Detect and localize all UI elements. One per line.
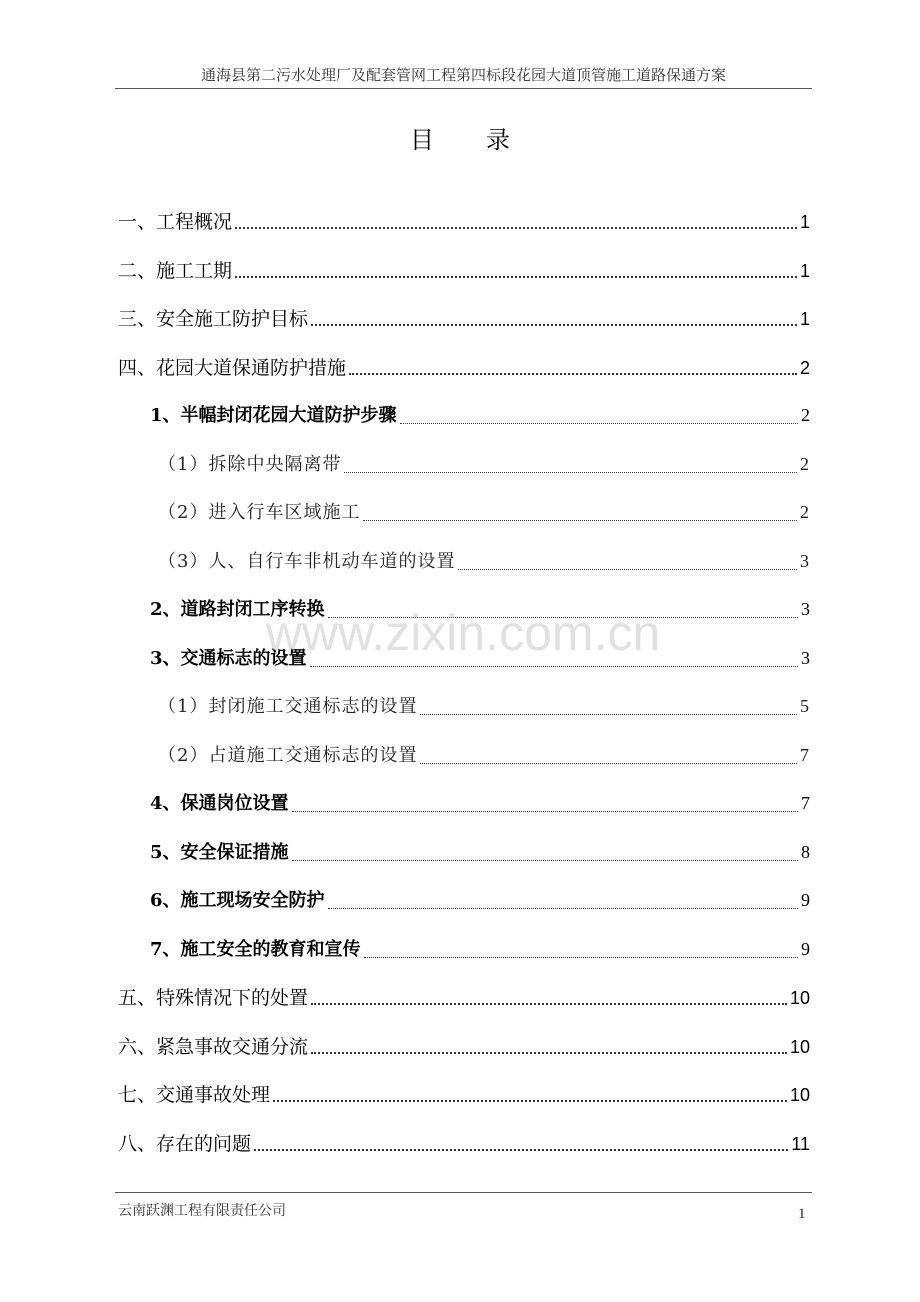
toc-entry[interactable] bbox=[158, 450, 810, 480]
toc-entry-page-number: 2 bbox=[800, 454, 810, 474]
toc-entry[interactable] bbox=[118, 256, 810, 286]
toc-entry[interactable] bbox=[118, 1129, 810, 1159]
dot-leader bbox=[310, 666, 798, 667]
dot-leader bbox=[420, 763, 797, 764]
toc-entry[interactable] bbox=[118, 304, 810, 334]
toc-entry-label: 5、安全保证措施 bbox=[150, 842, 289, 863]
toc-entry-page-number: 10 bbox=[789, 988, 810, 1008]
toc-entry-label: （2）进入行车区域施工 bbox=[158, 502, 361, 523]
toc-entry-label: 一、工程概况 bbox=[118, 211, 233, 233]
toc-entry-label: （1）封闭施工交通标志的设置 bbox=[158, 696, 418, 717]
toc-entry-label: 6、施工现场安全防护 bbox=[150, 890, 325, 911]
toc-entry-page-number: 1 bbox=[799, 309, 810, 329]
toc-entry-page-number: 8 bbox=[801, 842, 810, 862]
footer-company: 云南跃渊工程有限责任公司 bbox=[118, 1203, 286, 1219]
footer-page-number: 1 bbox=[798, 1206, 806, 1222]
toc-entry-page-number: 2 bbox=[799, 358, 810, 378]
dot-leader bbox=[328, 617, 798, 618]
toc-entry-page-number: 7 bbox=[801, 793, 810, 813]
dot-leader bbox=[292, 860, 798, 861]
toc-entry[interactable] bbox=[150, 595, 810, 625]
dot-leader bbox=[254, 1149, 788, 1151]
dot-leader bbox=[363, 520, 797, 521]
dot-leader bbox=[311, 1052, 787, 1054]
toc-entry[interactable] bbox=[118, 1080, 810, 1110]
toc-entry[interactable] bbox=[150, 644, 810, 674]
toc-entry[interactable] bbox=[158, 547, 810, 577]
toc-entry-page-number: 3 bbox=[801, 648, 810, 668]
toc-entry-label: 4、保通岗位设置 bbox=[150, 793, 289, 814]
watermark: www.zixin.com.cn bbox=[265, 605, 661, 661]
dot-leader bbox=[292, 811, 798, 812]
toc-entry[interactable] bbox=[158, 741, 810, 771]
dot-leader bbox=[364, 957, 798, 958]
toc-entry-label: 7、施工安全的教育和宣传 bbox=[150, 939, 361, 960]
toc-entry-page-number: 5 bbox=[800, 696, 810, 716]
toc-entry-label: 二、施工工期 bbox=[118, 260, 233, 282]
toc-entry[interactable] bbox=[118, 983, 810, 1013]
toc-entry-page-number: 7 bbox=[800, 745, 810, 765]
toc-entry-page-number: 10 bbox=[789, 1085, 810, 1105]
toc-entry-page-number: 11 bbox=[791, 1134, 810, 1154]
header-divider bbox=[115, 88, 812, 89]
toc-entry-label: 四、花园大道保通防护措施 bbox=[118, 357, 347, 379]
dot-leader bbox=[458, 569, 797, 570]
toc-entry[interactable] bbox=[150, 838, 810, 868]
dot-leader bbox=[311, 324, 797, 326]
dot-leader bbox=[349, 373, 797, 375]
toc-entry-page-number: 2 bbox=[800, 502, 810, 522]
toc-entry-page-number: 10 bbox=[789, 1037, 810, 1057]
toc-entry-page-number: 1 bbox=[799, 212, 810, 232]
toc-entry[interactable] bbox=[158, 692, 810, 722]
toc-entry-label: 五、特殊情况下的处置 bbox=[118, 987, 309, 1009]
dot-leader bbox=[400, 423, 798, 424]
toc-entry-page-number: 1 bbox=[799, 261, 810, 281]
toc-entry[interactable] bbox=[118, 353, 810, 383]
toc-entry-page-number: 9 bbox=[801, 890, 810, 910]
toc-entry[interactable] bbox=[158, 498, 810, 528]
toc-title: 目录 bbox=[410, 126, 562, 154]
toc-entry[interactable] bbox=[118, 207, 810, 237]
toc-entry-label: 八、存在的问题 bbox=[118, 1133, 252, 1155]
toc-entry-label: （2）占道施工交通标志的设置 bbox=[158, 745, 418, 766]
toc-entry-page-number: 2 bbox=[801, 405, 810, 425]
dot-leader bbox=[311, 1003, 787, 1005]
toc-entry[interactable] bbox=[150, 789, 810, 819]
toc-entry-page-number: 3 bbox=[801, 599, 810, 619]
dot-leader bbox=[420, 714, 797, 715]
toc-entry-label: 三、安全施工防护目标 bbox=[118, 308, 309, 330]
toc-entry[interactable] bbox=[150, 935, 810, 965]
toc-entry-label: 2、道路封闭工序转换 bbox=[150, 599, 325, 620]
dot-leader bbox=[235, 227, 797, 229]
toc-entry-label: 3、交通标志的设置 bbox=[150, 648, 307, 669]
dot-leader bbox=[235, 276, 797, 278]
toc-entry-label: 六、紧急事故交通分流 bbox=[118, 1036, 309, 1058]
toc-entry[interactable] bbox=[150, 401, 810, 431]
toc-entry-label: 1、半幅封闭花园大道防护步骤 bbox=[150, 405, 397, 426]
dot-leader bbox=[344, 472, 797, 473]
toc-entry[interactable] bbox=[118, 1032, 810, 1062]
toc-entry-label: （1）拆除中央隔离带 bbox=[158, 454, 342, 475]
dot-leader bbox=[273, 1100, 787, 1102]
toc-entry[interactable] bbox=[150, 886, 810, 916]
toc-entry-page-number: 9 bbox=[801, 939, 810, 959]
dot-leader bbox=[328, 908, 798, 909]
toc-entry-label: （3）人、自行车非机动车道的设置 bbox=[158, 551, 456, 572]
footer-divider bbox=[115, 1192, 812, 1193]
toc-entry-page-number: 3 bbox=[800, 551, 810, 571]
running-header: 通海县第二污水处理厂及配套管网工程第四标段花园大道顶管施工道路保通方案 bbox=[200, 66, 726, 84]
toc-entry-label: 七、交通事故处理 bbox=[118, 1084, 271, 1106]
